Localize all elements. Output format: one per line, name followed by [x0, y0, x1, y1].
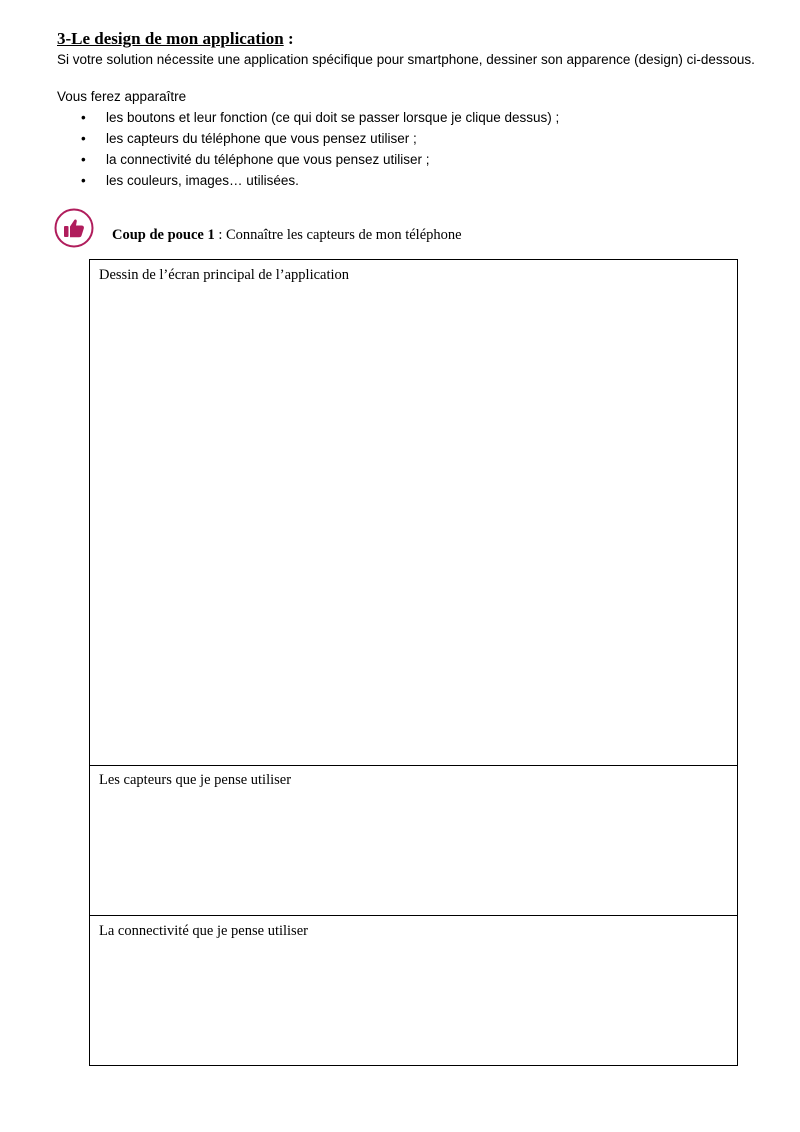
main-screen-drawing-box[interactable]: [89, 259, 738, 766]
bullet-icon: •: [81, 152, 86, 167]
connectivity-box[interactable]: [89, 915, 738, 1066]
section-title-suffix: :: [283, 29, 294, 48]
lead-text: Vous ferez apparaître: [57, 89, 187, 104]
intro-text: Si votre solution nécessite une application spécifique pour smartphone, dessiner son apparence (design) ci-dessous.: [57, 52, 755, 67]
list-item-text: les boutons et leur fonction (ce qui doit se passer lorsque je clique dessus) ;: [106, 110, 560, 125]
section-title: [57, 29, 294, 49]
bullet-icon: •: [81, 131, 86, 146]
bullet-icon: •: [81, 173, 86, 188]
hint: [112, 226, 462, 244]
sensors-box[interactable]: [89, 765, 738, 916]
section-title-text: 3-Le design de mon application: [57, 29, 284, 48]
box-label: Dessin de l’écran principal de l’application: [99, 267, 350, 283]
thumbs-up-icon: [54, 208, 94, 248]
requirements-list: [57, 107, 559, 191]
list-item-text: la connectivité du téléphone que vous pensez utiliser ;: [106, 152, 430, 167]
box-label: La connectivité que je pense utiliser: [99, 923, 308, 939]
hint-text: Connaître les capteurs de mon téléphone: [226, 227, 462, 243]
list-item-text: les capteurs du téléphone que vous pensez utiliser ;: [106, 131, 417, 146]
list-item: [57, 149, 559, 170]
bullet-icon: •: [81, 110, 86, 125]
box-label: Les capteurs que je pense utiliser: [99, 772, 292, 788]
hint-label: Coup de pouce 1: [112, 227, 215, 243]
list-item: [57, 107, 559, 128]
list-item: [57, 128, 559, 149]
list-item-text: les couleurs, images… utilisées.: [106, 173, 299, 188]
hint-separator: :: [214, 227, 227, 243]
list-item: [57, 170, 559, 191]
